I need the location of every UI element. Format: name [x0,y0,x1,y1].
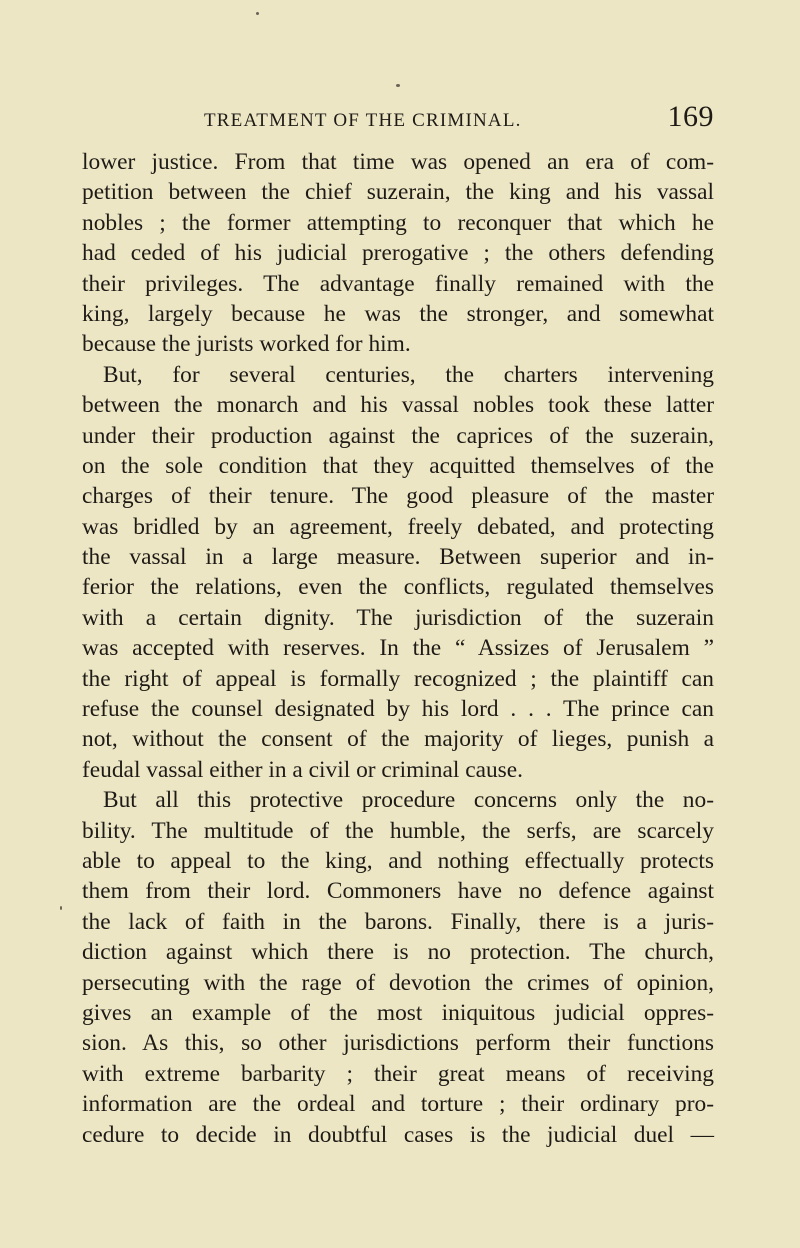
text-line: their privileges. The advantage finally remained with the [82,270,714,297]
text-line: was accepted with reserves. In the “ Assizes of Jerusalem ” [82,635,714,662]
text-line: bility. The multitude of the humble, the serfs, are scarcely [82,817,714,844]
text-line: information are the ordeal and torture ; their ordinary pro- [82,1091,714,1118]
text-line: charges of their tenure. The good pleasure of the master [82,483,714,510]
text-line: on the sole condition that they acquitted themselves of the [82,452,714,479]
text-line: petition between the chief suzerain, the king and his vassal [82,179,714,206]
body-text [82,147,714,1150]
text-line: cedure to decide in doubtful cases is the judicial duel — [82,1121,714,1148]
text-line: able to appeal to the king, and nothing effectually protects [82,847,714,874]
text-line: king, largely because he was the stronger, and somewhat [82,300,714,327]
paragraph-start-line: But, for several centuries, the charters intervening [103,361,714,388]
text-line: because the jurists worked for him. [82,331,411,358]
text-line: the lack of faith in the barons. Finally, there is a juris- [82,908,714,935]
text-line: the right of appeal is formally recognized ; the plaintiff can [82,665,714,692]
text-line: lower justice. From that time was opened an era of com- [82,149,714,175]
paper-speck [256,12,259,15]
text-line: under their production against the caprices of the suzerain, [82,422,714,449]
text-line: gives an example of the most iniquitous judicial oppres- [82,999,714,1026]
text-line: with extreme barbarity ; their great means of receiving [82,1060,714,1087]
paper-speck [396,84,400,87]
page-header [82,100,714,142]
text-line: nobles ; the former attempting to reconquer that which he [82,209,714,236]
page-number: 169 [667,100,714,133]
running-title: TREATMENT OF THE CRIMINAL. [204,110,522,131]
text-line: between the monarch and his vassal nobles took these latter [82,392,714,419]
paragraph-start-line: But all this protective procedure concerns only the no- [103,787,714,814]
text-line: them from their lord. Commoners have no defence against [82,878,714,905]
text-line: had ceded of his judicial prerogative ; the others defending [82,240,714,267]
text-line: the vassal in a large measure. Between superior and in- [82,544,714,571]
text-line: refuse the counsel designated by his lord . . . The prince can [82,696,714,723]
text-line: diction against which there is no protection. The church, [82,939,714,966]
text-line: was bridled by an agreement, freely debated, and protecting [82,513,714,540]
paper-speck [60,906,62,910]
text-line: sion. As this, so other jurisdictions perform their functions [82,1030,714,1057]
text-line: feudal vassal either in a civil or criminal cause. [82,756,523,783]
text-line: not, without the consent of the majority of lieges, punish a [82,726,714,753]
text-line: persecuting with the rage of devotion the crimes of opinion, [82,969,714,996]
text-line: with a certain dignity. The jurisdiction of the suzerain [82,604,714,631]
text-line: ferior the relations, even the conflicts, regulated themselves [82,574,714,601]
